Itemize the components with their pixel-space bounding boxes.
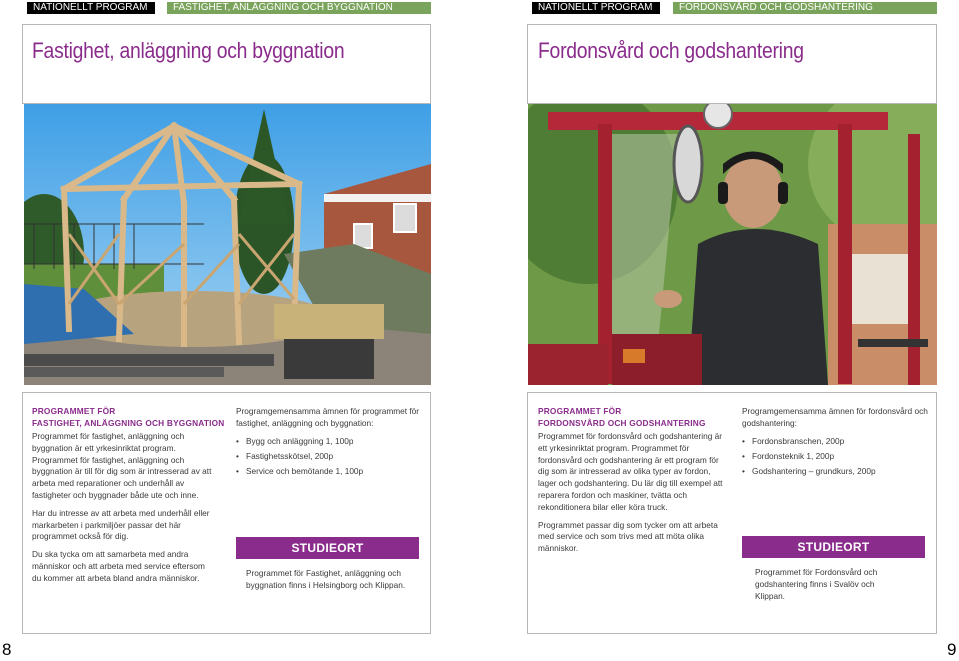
right-page-number: 9 [947,640,957,659]
left-section-heading-line2: FASTIGHET, ANLÄGGNING OCH BYGGNATION [32,417,225,428]
left-subjects-intro: Programgemensamma ämnen för programmet för fastighet, anläggning och byggnation: [236,406,420,428]
left-paragraph-3: Du ska tycka om att samarbeta med andra människor och att arbeta med service eftersom du kommer att arbeta bland andra människor. [32,549,205,583]
right-section-heading [538,406,738,429]
left-studieort-banner: STUDIEORT [236,537,419,559]
left-description [32,431,216,591]
right-subjects-intro: Programgemensamma ämnen för fordonsvård och godshantering: [742,406,928,428]
left-photo-gazebo-construction [24,104,431,385]
left-paragraph-2: Har du intresse av att arbeta med underhåll eller markarbeten i parkmiljöer passar det här programmet också för dig. [32,507,210,542]
right-studieort-banner: STUDIEORT [742,536,925,558]
right-description [538,431,726,561]
left-subject-item: • Bygg och anläggning 1, 100p [236,436,426,448]
right-photo-tractor-driver [528,104,937,385]
right-header-subject: FORDONSVÅRD OCH GODSHANTERING [673,2,937,14]
right-paragraph-1: Programmet för fordonsvård och godshantering är ett yrkesinriktat program. Programmet för fordonsvård och godshantering är ett program för dig som är intresserad av olika typer av fordon, lager och godshantering. Du lär dig till exempel att reparera fordon och maskiner, tvätta och rekonditionera bilar eller köra truck. [538,431,723,512]
right-paragraph-2: Programmet passar dig som tycker om att arbeta med service och som trivs med att möta olika människor. [538,519,718,554]
left-subject-item: • Fastighetsskötsel, 200p [236,451,426,463]
left-header-subject: FASTIGHET, ANLÄGGNING OCH BYGGNATION [167,2,431,14]
left-section-heading [32,406,232,429]
left-header-program: NATIONELLT PROGRAM [27,2,155,14]
right-subject-item: • Godshantering – grundkurs, 200p [742,466,930,478]
right-subject-item: • Fordonsteknik 1, 200p [742,451,930,463]
right-section-heading-line1: PROGRAMMET FÖR [538,406,622,416]
right-location-text: Programmet för Fordonsvård och godshantering finns i Svalöv och Klippan. [755,567,878,601]
left-subjects [236,406,426,481]
left-page-number: 8 [2,640,12,659]
left-page-title: Fastighet, anläggning och byggnation [32,38,345,63]
right-header-program: NATIONELLT PROGRAM [532,2,660,14]
left-location-text: Programmet för Fastighet, anläggning och byggnation finns i Helsingborg och Klippan. [246,568,406,590]
right-subjects [742,406,930,481]
left-section-heading-line1: PROGRAMMET FÖR [32,406,116,416]
left-paragraph-1: Programmet för fastighet, anläggning och byggnation är ett yrkesinriktat program. Programmet för fastighet, anläggning och byggnation är till för dig som är intresserad av att arbeta med reparationer och underhåll av fastigheter och byggnader både ute och inne. [32,431,212,500]
left-subject-item: • Service och bemötande 1, 100p [236,466,426,478]
right-subject-item: • Fordonsbranschen, 200p [742,436,930,448]
right-page-title: Fordonsvård och godshantering [538,38,804,63]
right-title-panel [527,24,937,104]
right-section-heading-line2: FORDONSVÅRD OCH GODSHANTERING [538,417,706,428]
left-title-panel [22,24,431,104]
